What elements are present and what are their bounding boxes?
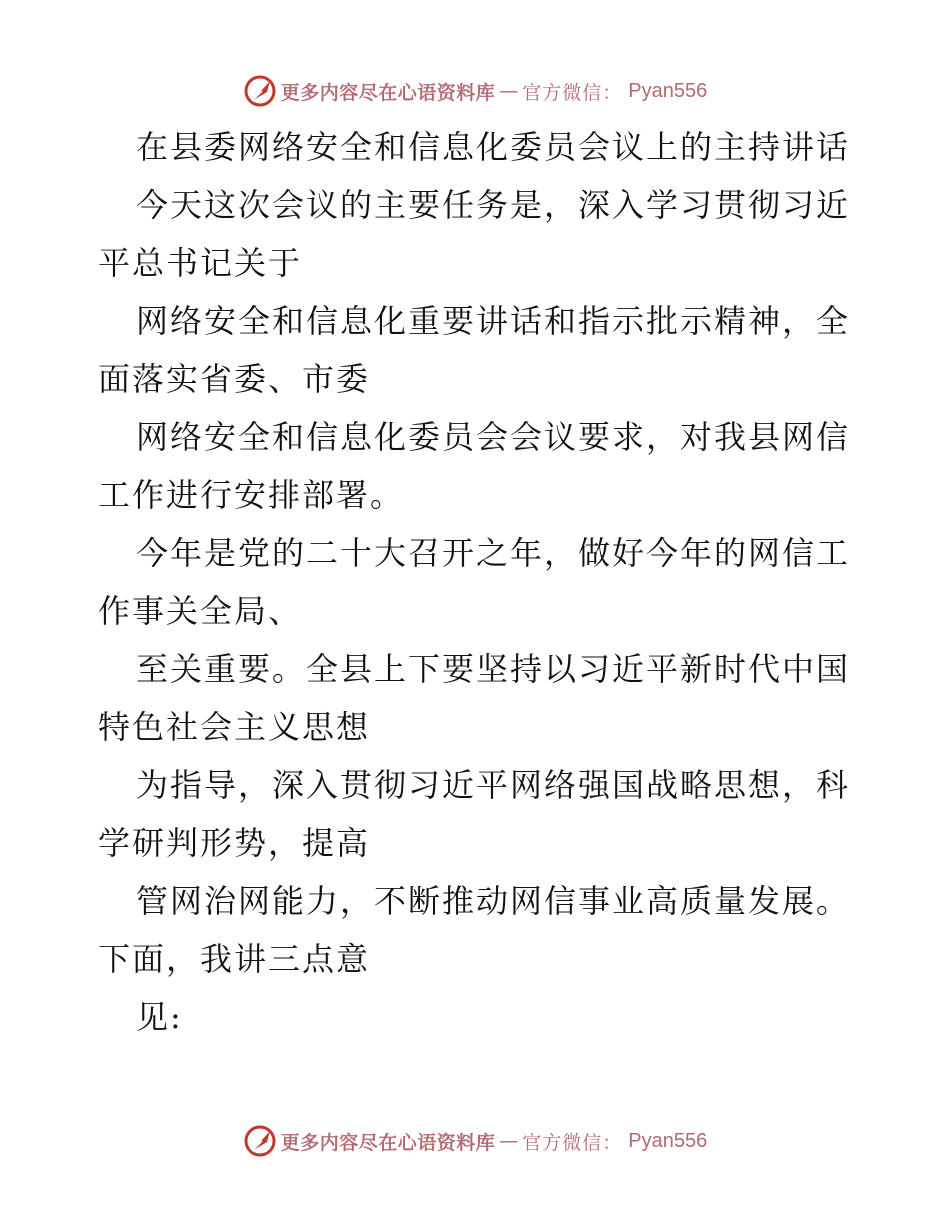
header-wechat-label: 官方微信： [522, 81, 623, 104]
footer-brand-text: 更多内容尽在心语资料库 [280, 1131, 496, 1154]
text-line: 在县委网络安全和信息化委员会议上的主持讲话 [136, 128, 851, 166]
text-line: 学研判形势，提高 [98, 824, 371, 862]
page-header [0, 71, 950, 111]
footer-brand-dash: — [499, 1130, 519, 1152]
text-line: 工作进行安排部署。 [98, 476, 405, 514]
header-brand-text: 更多内容尽在心语资料库 [280, 81, 496, 104]
text-line: 为指导，深入贯彻习近平网络强国战略思想，科 [136, 766, 851, 804]
footer-wechat-id: Pyan556 [628, 1129, 708, 1152]
quill-logo-icon [243, 1124, 277, 1158]
text-line: 今天这次会议的主要任务是，深入学习贯彻习近 [136, 186, 851, 224]
quill-logo-icon [243, 74, 277, 108]
header-brand-dash: — [499, 80, 519, 102]
text-line: 下面，我讲三点意 [98, 940, 371, 978]
text-line: 作事关全局、 [98, 592, 303, 630]
document-body [98, 118, 858, 1046]
page-footer [0, 1121, 950, 1161]
text-line: 见: [136, 998, 183, 1036]
text-line: 今年是党的二十大召开之年，做好今年的网信工 [136, 534, 851, 572]
text-line: 平总书记关于 [98, 244, 303, 282]
text-line: 特色社会主义思想 [98, 708, 371, 746]
text-line: 网络安全和信息化委员会会议要求，对我县网信 [136, 418, 851, 456]
footer-brand [243, 1124, 708, 1158]
text-line: 网络安全和信息化重要讲话和指示批示精神，全 [136, 302, 851, 340]
text-line: 管网治网能力，不断推动网信事业高质量发展。 [136, 882, 851, 920]
header-brand [243, 74, 708, 108]
header-wechat-id: Pyan556 [628, 79, 708, 102]
footer-wechat-label: 官方微信： [522, 1131, 623, 1154]
text-line: 至关重要。全县上下要坚持以习近平新时代中国 [136, 650, 851, 688]
text-line: 面落实省委、市委 [98, 360, 371, 398]
